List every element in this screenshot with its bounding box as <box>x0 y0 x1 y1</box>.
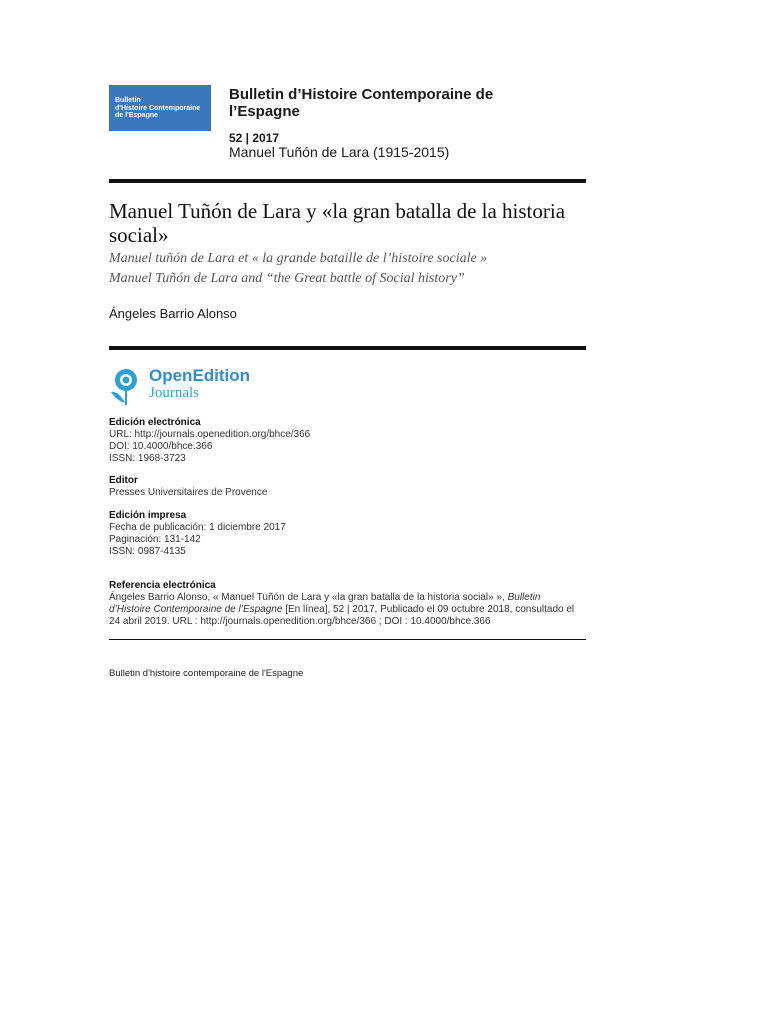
print-date: Fecha de publicación: 1 diciembre 2017 <box>109 522 286 533</box>
author-name: Ángeles Barrio Alonso <box>109 306 237 321</box>
article-title-english: Manuel Tuñón de Lara and “the Great battle of Social history” <box>109 271 465 286</box>
footer-text: Bulletin d'histoire contemporaine de l'Espagne <box>109 668 304 679</box>
bottom-divider <box>109 639 586 640</box>
print-pages: Paginación: 131-142 <box>109 534 201 545</box>
article-title: Manuel Tuñón de Lara y «la gran batalla de la historia social» <box>109 199 566 247</box>
print-issn: ISSN: 0987-4135 <box>109 546 186 557</box>
journal-logo-line: Bulletin <box>115 97 141 104</box>
editor-name: Presses Universitaires de Provence <box>109 487 268 498</box>
print-edition-block <box>109 510 589 558</box>
reference-text: Ángeles Barrio Alonso, « Manuel Tuñón de Lara y «la gran batalla de la historia social» », <box>109 592 508 603</box>
article-title-french: Manuel tuñón de Lara et « la grande bataille de l’histoire sociale » <box>109 251 488 266</box>
editor-heading: Editor <box>109 475 138 486</box>
journal-logo-line: de l'Espagne <box>115 112 158 119</box>
electronic-issn: ISSN: 1968-3723 <box>109 453 186 464</box>
journal-logo-line: d'Histoire Contemporaine <box>115 104 201 112</box>
middle-divider <box>109 346 586 350</box>
top-divider <box>109 179 586 183</box>
reference-journal-italic: d’Histoire Contemporaine de l’Espagne <box>109 604 283 615</box>
reference-journal-italic: Bulletin <box>507 592 541 603</box>
reference-text: [En línea], 52 | 2017, Publicado el 09 octubre 2018, consultado el <box>282 604 575 615</box>
journal-logo <box>109 85 211 131</box>
editor-block <box>109 475 589 499</box>
journal-title: Bulletin d’Histoire Contemporaine de l’Espagne <box>229 86 494 120</box>
electronic-reference-heading: Referencia electrónica <box>109 580 216 591</box>
issue-theme: Manuel Tuñón de Lara (1915-2015) <box>229 144 450 160</box>
reference-line <box>109 592 589 604</box>
openedition-subtitle: Journals <box>149 385 199 401</box>
reference-line[interactable]: 24 abril 2019. URL : http://journals.openedition.org/bhce/366 ; DOI : 10.4000/bhce.366 <box>109 616 491 627</box>
openedition-flower-icon <box>109 365 143 407</box>
issue-number: 52 | 2017 <box>229 131 280 145</box>
electronic-edition-block <box>109 417 589 465</box>
print-edition-heading: Edición impresa <box>109 510 187 521</box>
electronic-doi[interactable]: DOI: 10.4000/bhce.366 <box>109 441 213 452</box>
electronic-reference-block <box>109 580 589 628</box>
electronic-url[interactable]: URL: http://journals.openedition.org/bhce/366 <box>109 429 311 440</box>
electronic-edition-heading: Edición electrónica <box>109 417 201 428</box>
reference-line <box>109 604 589 616</box>
openedition-name: OpenEdition <box>149 366 251 385</box>
openedition-logo <box>109 365 279 407</box>
